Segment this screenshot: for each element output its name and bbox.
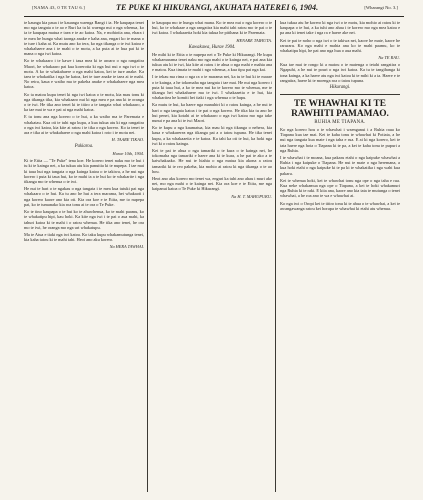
article-paragraph: Ko te tino kaupapa o te hui ko te ahuwhenua, ko te mahi paamu, ko te whakatipu hipi, kau hoki. Ka kite nga iwi i te pai o aua mahi, ka tahuri katoa ki te mahi i o ratou whenua. He tika ano tenei, he ora mo te iwi, he oranga mo nga uri whakatupu. (24, 209, 144, 230)
article-subheading: RUHIA ME TIAPANA. (314, 120, 366, 126)
article-paragraph: Kei te whenua hoki, kei te whawhai tonu nga ope o nga taha e rua. Kua neke whakamua nga ope o Tiapana, a kei te hoki whakamuri nga Ruhia ki te raki. E kiia ana, kaore ano kia tata te mutunga o tenei whawhai, a he roa ano te wa e whawhai ai. (280, 177, 400, 199)
article-paragraph: Ko te whakaaro i te kawe i taua mea ki te aroaro o nga rangatira Maori, he whakaaro pai kua korerotia ki nga hui nui o nga iwi o te motu. A ko te whakahaere o nga mahi katoa, kei te ture anake. Ka taea te whakatika i nga he katoa, kei te ture anake te taea ai te mahi. No reira, kaua e waiho ma te pakeha anake e whakahaere nga mea katoa. (24, 58, 144, 90)
article-paragraph: Ma te Atua e tiaki nga iwi katoa. Ko taku kupu whakamutunga tenei, kia kaha tatou ki te mahi tahi. Heoi ano aku korero. (24, 231, 144, 243)
article-paragraph: Heoi ano aku korero mo tenei wa, engari ka tuhi ano ahau i muri ake nei, mo nga mahi o te kainga nei. Kia ora koe e te Etita, me nga kaipanui katoa o Te Puke ki Hikurangi. (152, 176, 272, 192)
column-3 (280, 20, 400, 492)
author-signature: Na TE RAU. (378, 55, 400, 61)
article-paragraph: Ki te Etita — "Te Puke" tena koe. He korero tenei naku mo te hui i tu ki te kainga nei, a ka tukua atu kia panuitia ki te nupepa. I tae mai ki taua hui nga tangata o nga kainga katoa o te takiwa, a he nui nga korero i puta ki taua hui, ko te mahi ia a te hui ko te whakarite i nga tikanga mo te whenua o te iwi. (24, 158, 144, 185)
article-paragraph: te kaunga kia paua i te kauanga waenga Rangi i ia. He kaupapa tenei mo nga tangata o te ao e Ruri ka tu ki waenga nui o nga whenua, ko ia te kaupapa matua e taea e te ao katoa. Na, e mohiotia ana, ehara i te mea he hunga whai taonga anake e kaha ana, engari ko te mana o te ture i kaha ai. Ka mutu ano ko tera, ko nga tikanga o te iwi katoa e whakahaere ana i te mahi o te motu, a ka puta ai te hua pai ki te mana o nga iwi katoa. (24, 20, 144, 57)
article-paragraph: Kei te pai te noho o nga iwi o te takiwa nei, kaore he mate, kaore he raruraru. Ko nga mahi e mahia ana ko te mahi paamu, ko te whakatipu hipi, he pai ano nga hua o aua mahi. (280, 37, 400, 54)
article-headline: TE WHAWHAI KI TE RAWHITI PAMAMAO. (291, 99, 389, 120)
author-signature: H. TAARE TIKAO. (111, 137, 144, 143)
article-paragraph: Ka mutu te hui, ka haere nga manuhiri ki o ratou kainga, a he nui te hari o nga tangata katoa i te pai o nga korero. He tika kia tu ano he hui penei, kia kotahi ai te whakaaro o nga iwi katoa mo nga take nunui e pa ana ki te iwi Maori. (152, 102, 272, 124)
article-paragraph: te kaupapa mo te hunga whai mana. Ko te mea nui o nga korero o te hui, ko te whakaae a nga rangatira kia mahi tahi ratou mo te pai o te iwi katoa. I whakaaetia hoki kia tukua he pitihana ki te Paremata. (152, 20, 272, 36)
masthead-title: TE PUKE KI HIKURANGI, AKUHATA HATEREI 6, 1904. (116, 3, 319, 12)
dateline: Kawakawa, Hurae 1904. (188, 44, 236, 50)
article-paragraph: He mihi ki te Etita o te nupepa nei o Te Puke ki Hikurangi. He kupu whakamarama tenei naku mo nga mahi o te kainga nei, e pai ana kia tukua atu ki te iwi, kia kite ai ratou i te ahua o nga mahi e mahia ana e matou. Kua timata te mahi i nga whenua, a kua tipu pai nga kai. (152, 51, 272, 73)
column-1 (24, 20, 144, 492)
page-header (24, 3, 404, 17)
article-paragraph: E tu tonu ana nga korero o te hui, a ka waiho ma te Paremata e whakatau. Kua oti te tuhi nga kupu, a kua tukua atu ki nga rangatira o nga iwi katoa, kia kite ai ratou i te tika o nga korero. Ko ia tenei te ara e tika ai te whakahaere o nga mahi katoa i roto i te motu nei. (24, 114, 144, 136)
article-paragraph: Ko te kupu a nga kaumatua, kia mau ki nga tikanga o nehera, kia kaua e whakarerea nga tikanga pai a o tatou tupuna. He tika tenei kupu, a ka whakaaetia e te katoa. Ka tahi ka oti te hui, ka hoki nga iwi ki o ratou kainga. (152, 125, 272, 146)
author-signature: Na HERA TAWHAI. (109, 244, 144, 250)
article-paragraph: He nui te hari o te ngakau o nga tangata i te mea kua tutuki pai nga whakaaro o te hui. Ka tu ano he hui a tera marama, hei whakaoti i nga korero kaore ano kia oti. Kia ora koe e te Etita, me to nupepa pai, ko te tumanako kia roa tonu ai te ora o Te Puke. (24, 186, 144, 207)
article-paragraph: Ko nga iwi o Oropi kei te titiro tonu ki te ahua o te whawhai, a kei te awangawanga ratou kei horapa te whawhai ki etahi atu whenua. (280, 200, 400, 211)
article-paragraph: Ko ta matou kupu tenei ki nga iwi katoa o te motu, kia mau tonu ki nga tikanga tika, kia whakaaro nui ki nga mea e pa ana ki te oranga o te iwi. He tika ano tenei ki te titiro a te tangata whai whakaaro, a ka tae mai te wa e pai ai nga mahi katoa. (24, 91, 144, 113)
column-divider (275, 20, 276, 492)
header-divider (24, 16, 404, 17)
issue-number: [NAMA 43, 0 TE TAU 6.] (32, 5, 85, 10)
dateline: Hikurangi. (329, 85, 351, 91)
article-paragraph: I te tekau ma rima o nga ra o te marama nei, ka tu te hui ki te marae o te kainga, a he tokomaha nga tangata i tae mai. He nui nga korero i puta ki taua hui, a ko te mea nui ko te korero mo te whenua, me te tikanga hei whakahaere ma te iwi. I whakaaetia e te hui, kia whakaritea he komiti hei tiaki i nga whenua o te hapu. (152, 74, 272, 101)
article-paragraph: Kua tae mai te rongo ki a matou o te matenga o tetahi rangatira o Ngapuhi, a he nui te pouri o nga iwi katoa. Ka tu te tangihanga ki tona kainga, a ka haere atu nga iwi katoa ki te mihi ki a ia. Haere e te rangatira, haere ki te moenga roa o tatou tupuna. (280, 62, 400, 83)
author-signature: Hurae 10th, 1904. (112, 151, 144, 157)
article-paragraph: Kei te pai te ahua o nga tamariki o te kura o te kainga nei, he tokomaha nga tamariki e haere ana ki te kura, a he pai te ako a te kaiwhakaako. He nui te hiahia o nga matua kia akona a ratou tamariki ki te reo pakeha, kia mohio ai ratou ki nga tikanga o te ao hou. (152, 148, 272, 174)
column-2 (152, 20, 272, 492)
author-signature: Na H. T. MAHUPUKU. (231, 193, 272, 199)
dateline: Pakiaroa. (74, 144, 94, 150)
article-paragraph: I te whawhai i te moana, kua pakaru etahi o nga kaipuke whawhai a Ruhia i nga kaipuke o Tiapana. He nui te mate o nga heremana, a kua hoki etahi o nga kaipuke ki te pa ki te whakatika i nga wahi kua pakaru. (280, 155, 400, 176)
page-number: [Wharangi No. 3.] (364, 5, 398, 10)
article-paragraph: Ko nga korero hou o te whawhai i waenganui i a Ruhia raua ko Tiapana kua tae mai. Kei te kaha tonu te whawhai ki Potiata, a he nui nga tangata kua mate i nga taha e rua. E ai ki nga korero, kei te tata haere nga hoia o Tiapana ki te pa, a kei te kaha tonu te pupuri a nga Ruhia. (280, 127, 400, 153)
author-signature: HENARE TAIHUTA. (236, 37, 272, 43)
section-divider (280, 94, 400, 95)
column-divider (147, 20, 148, 492)
article-paragraph: kua tukua atu he korero ki nga iwi o te motu, kia mohio ai ratou ki te kaupapa o te hui, a ka tuhi ano ahau i te korero mo nga mea katoa e pa ana ki tenei take i nga ra e haere ake nei. (280, 20, 400, 36)
